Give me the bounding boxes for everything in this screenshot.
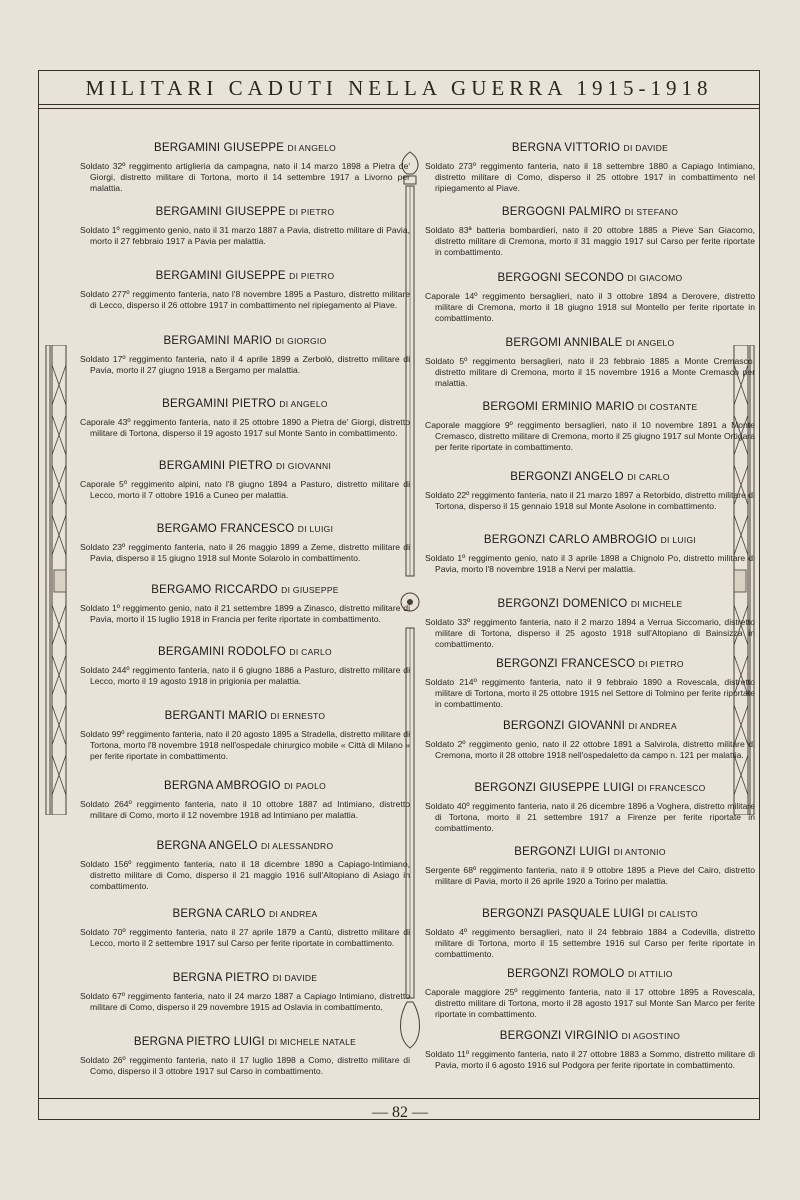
entry <box>425 142 755 193</box>
entry <box>80 270 410 311</box>
entry-text: Caporale maggiore 9º reggimento bersaglieri, nato il 10 novembre 1891 a Monte Cremasco, distretto militare di Cremona, morto il 25 giugno 1917 sul Monte Ortigara per ferite riportate in combattimento. <box>425 420 755 452</box>
entry-text: Soldato 4º reggimento bersaglieri, nato il 24 febbraio 1884 a Codevilla, distretto militare di Tortona, morto il 15 settembre 1916 sul Carso per ferite riportate in combattimento. <box>425 927 755 959</box>
entry-text: Soldato 32º reggimento artiglieria da campagna, nato il 14 marzo 1898 a Pietra de' Giorgi, distretto militare di Tortona, morto il 14 settembre 1917 a Livorno per malattia. <box>80 161 410 193</box>
entry <box>425 782 755 833</box>
entry <box>80 1036 410 1077</box>
entry-name: BERGONZI VIRGINIO DI AGOSTINO <box>499 1030 681 1042</box>
entry <box>80 646 410 687</box>
entry-name: BERGONZI DOMENICO DI MICHELE <box>497 598 683 610</box>
entry <box>80 972 410 1013</box>
entry <box>80 908 410 949</box>
entry-name: BERGOMI ERMINIO MARIO DI COSTANTE <box>482 401 698 413</box>
entry-name: BERGNA PIETRO LUIGI DI MICHELE NATALE <box>133 1036 357 1048</box>
entry-text: Soldato 11º reggimento fanteria, nato il 27 ottobre 1883 a Sommo, distretto militare di Pavia, morto il 6 agosto 1916 sul Podgora per ferite riportate in combattimento. <box>425 1049 755 1070</box>
entry <box>80 335 410 376</box>
left-border-ornament <box>40 345 68 815</box>
entry-text: Soldato 70º reggimento fanteria, nato il 27 aprile 1879 a Cantù, distretto militare di Lecco, morto il 2 settembre 1917 sul Carso per ferite riportate in combattimento. <box>80 927 410 948</box>
header-rule-thin <box>38 108 760 109</box>
entry <box>80 206 410 247</box>
entry-text: Soldato 1º reggimento genio, nato il 21 settembre 1899 a Zinasco, distretto militare di Pavia, morto il 15 luglio 1918 in Francia per ferite riportate in combattimento. <box>80 603 410 624</box>
entry <box>425 720 755 761</box>
entry-name: BERGNA ANGELO DI ALESSANDRO <box>156 840 334 852</box>
entry-text: Soldato 26º reggimento fanteria, nato il 17 luglio 1898 a Como, distretto militare di Como, disperso il 3 ottobre 1917 sul Carso in combattimento. <box>80 1055 410 1076</box>
entry-name: BERGAMINI PIETRO DI ANGELO <box>162 398 328 410</box>
entry <box>80 780 410 821</box>
entry-name: BERGAMINI MARIO DI GIORGIO <box>163 335 327 347</box>
entry-name: BERGNA PIETRO DI DAVIDE <box>172 972 318 984</box>
entry-text: Soldato 273º reggimento fanteria, nato il 18 settembre 1880 a Capiago Intimiano, distretto militare di Como, disperso il 25 ottobre 1917 in combattimento nel ripiegamento al Piave. <box>425 161 755 193</box>
entry-text: Soldato 17º reggimento fanteria, nato il 4 aprile 1899 a Zerbolò, distretto militare di Pavia, morto il 27 giugno 1918 a Bergamo per malattia. <box>80 354 410 375</box>
entry-text: Soldato 244º reggimento fanteria, nato il 6 giugno 1886 a Pasturo, distretto militare di Lecco, morto il 19 agosto 1918 in prigionia per malattia. <box>80 665 410 686</box>
entry-name: BERGONZI FRANCESCO DI PIETRO <box>496 658 684 670</box>
entry-text: Soldato 33º reggimento fanteria, nato il 2 marzo 1894 a Verrua Siccomario, distretto militare di Tortona, disperso il 25 agosto 1918 sull'Altopiano di Bainsizza in combattimento. <box>425 617 755 649</box>
entry-name: BERGNA AMBROGIO DI PAOLO <box>163 780 327 792</box>
entry-text: Soldato 23º reggimento fanteria, nato il 26 maggio 1899 a Zeme, distretto militare di Pavia, disperso il 15 giugno 1918 sul Monte Solarolo in combattimento. <box>80 542 410 563</box>
entry-text: Caporale maggiore 25º reggimento fanteria, nato il 17 ottobre 1895 a Rovescala, distretto militare di Tortona, morto il 28 agosto 1917 sul Monte San Marco per ferite riportate in combattimento. <box>425 987 755 1019</box>
entry-text: Sergente 68º reggimento fanteria, nato il 9 ottobre 1895 a Pieve del Cairo, distretto militare di Pavia, morto il 26 aprile 1920 a Torino per malattia. <box>425 865 755 886</box>
entry-name: BERGAMINI PIETRO DI GIOVANNI <box>158 460 332 472</box>
entry-text: Soldato 5º reggimento bersaglieri, nato il 23 febbraio 1885 a Monte Cremasco, distretto militare di Cremona, morto il 15 novembre 1916 a Monte Cremasco per malattia. <box>425 356 755 388</box>
entry-name: BERGAMINI GIUSEPPE DI ANGELO <box>153 142 337 154</box>
entry <box>425 1030 755 1071</box>
entry <box>425 471 755 512</box>
entry-text: Soldato 67º reggimento fanteria, nato il 24 marzo 1887 a Capiago Intimiano, distretto militare di Como, disperso il 29 novembre 1915 ad Oslavia in combattimento. <box>80 991 410 1012</box>
entry-text: Soldato 40º reggimento fanteria, nato il 26 dicembre 1896 a Voghera, distretto militare di Tortona, morto il 21 settembre 1917 a Firenze per ferite riportate in combattimento. <box>425 801 755 833</box>
entry-text: Soldato 1º reggimento genio, nato il 3 aprile 1898 a Chignolo Po, distretto militare di Pavia, morto l'8 novembre 1918 a Nervi per malattia. <box>425 553 755 574</box>
entry-text: Soldato 277º reggimento fanteria, nato l'8 novembre 1895 a Pasturo, distretto militare di Lecco, disperso il 26 ottobre 1917 in combattimento nel ripiegamento al Piave. <box>80 289 410 310</box>
entry-name: BERGAMINI RODOLFO DI CARLO <box>158 646 332 658</box>
entry <box>425 534 755 575</box>
entry-name: BERGONZI PASQUALE LUIGI DI CALISTO <box>482 908 698 920</box>
entry <box>425 272 755 323</box>
entry <box>425 968 755 1019</box>
entry-text: Soldato 156º reggimento fanteria, nato il 18 dicembre 1890 a Capiago-Intimiano, distretto militare di Como, disperso il 21 maggio 1916 sull'Altopiano di Asiago in combattimento. <box>80 859 410 891</box>
entry <box>425 401 755 452</box>
entry-name: BERGONZI ANGELO DI CARLO <box>510 471 670 483</box>
entry <box>425 846 755 887</box>
entry-text: Caporale 43º reggimento fanteria, nato il 25 ottobre 1890 a Pietra de' Giorgi, distretto militare di Tortona, disperso il 19 agosto 1917 sul Monte Santo in combattimento. <box>80 417 410 438</box>
entry <box>425 337 755 388</box>
entry-name: BERGAMINI GIUSEPPE DI PIETRO <box>155 206 335 218</box>
entry-name: BERGONZI ROMOLO DI ATTILIO <box>507 968 673 980</box>
entry-name: BERGAMINI GIUSEPPE DI PIETRO <box>155 270 335 282</box>
entry-text: Caporale 5º reggimento alpini, nato l'8 giugno 1894 a Pasturo, distretto militare di Lecco, morto il 7 ottobre 1916 a Cuneo per malattia. <box>80 479 410 500</box>
header-rule <box>38 104 760 105</box>
entry <box>80 710 410 761</box>
entry <box>80 523 410 564</box>
entry <box>80 398 410 439</box>
entry <box>80 460 410 501</box>
entry-text: Soldato 214º reggimento fanteria, nato il 9 febbraio 1890 a Rovescala, distretto militare di Tortona, morto il 25 ottobre 1915 nel Settore di Tolmino per ferite riportate in combattimento. <box>425 677 755 709</box>
entry-name: BERGNA VITTORIO DI DAVIDE <box>511 142 669 154</box>
entry-name: BERGOMI ANNIBALE DI ANGELO <box>505 337 675 349</box>
entry-text: Soldato 2º reggimento genio, nato il 22 ottobre 1891 a Salvirola, distretto militare di Cremona, morto il 28 ottobre 1918 nell'ospedaletto da campo n. 121 per malattia. <box>425 739 755 760</box>
entry-name: BERGOGNI SECONDO DI GIACOMO <box>497 272 683 284</box>
entry <box>425 598 755 649</box>
entry-name: BERGOGNI PALMIRO DI STEFANO <box>501 206 679 218</box>
entry <box>425 658 755 709</box>
entry-name: BERGAMO RICCARDO DI GIUSEPPE <box>151 584 339 596</box>
entry <box>80 142 410 193</box>
entry-text: Soldato 264º reggimento fanteria, nato il 10 ottobre 1887 ad Intimiano, distretto militare di Como, morto il 12 novembre 1918 ad Intimiano per malattia. <box>80 799 410 820</box>
entry-text: Caporale 14º reggimento bersaglieri, nato il 3 ottobre 1894 a Derovere, distretto militare di Cremona, morto il 18 giugno 1918 sul Montello per ferite riportate in combattimento. <box>425 291 755 323</box>
entry-name: BERGONZI LUIGI DI ANTONIO <box>514 846 666 858</box>
entry-name: BERGNA CARLO DI ANDREA <box>172 908 318 920</box>
entry <box>425 908 755 959</box>
entry-text: Soldato 1º reggimento genio, nato il 31 marzo 1887 a Pavia, distretto militare di Pavia, morto il 27 febbraio 1917 a Pavia per malattia. <box>80 225 410 246</box>
entry-text: Soldato 83ª batteria bombardieri, nato il 20 ottobre 1885 a Pieve San Giacomo, distretto militare di Cremona, morto il 31 maggio 1917 sul Carso per ferite riportate in combattimento. <box>425 225 755 257</box>
entry-text: Soldato 99º reggimento fanteria, nato il 20 agosto 1895 a Stradella, distretto militare di Tortona, morto l'8 novembre 1918 nell'ospedale chirurgico mobile « Città di Milano » per ferite riportate in combattimento. <box>80 729 410 761</box>
footer-rule <box>38 1098 760 1099</box>
page-number: — 82 — <box>372 1104 428 1121</box>
entry-name: BERGONZI CARLO AMBROGIO DI LUIGI <box>483 534 697 546</box>
entry-name: BERGONZI GIUSEPPE LUIGI DI FRANCESCO <box>474 782 706 794</box>
entry <box>425 206 755 257</box>
entry-text: Soldato 22º reggimento fanteria, nato il 21 marzo 1897 a Retorbido, distretto militare di Tortona, disperso il 15 gennaio 1918 sul Monte Asolone in combattimento. <box>425 490 755 511</box>
entry-name: BERGANTI MARIO DI ERNESTO <box>164 710 326 722</box>
entry-name: BERGAMO FRANCESCO DI LUIGI <box>156 523 334 535</box>
entry-name: BERGONZI GIOVANNI DI ANDREA <box>503 720 677 732</box>
entry <box>80 584 410 625</box>
entry <box>80 840 410 891</box>
page-title: MILITARI CADUTI NELLA GUERRA 1915-1918 <box>85 76 713 100</box>
